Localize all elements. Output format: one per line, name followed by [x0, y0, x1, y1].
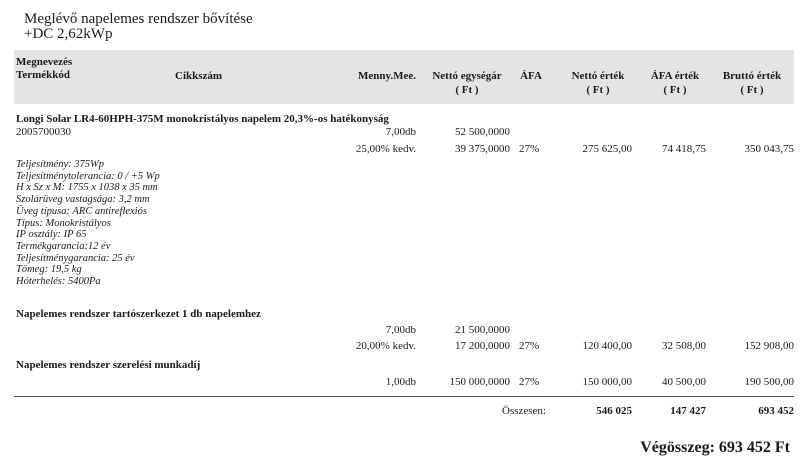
- item-name: Napelemes rendszer tartószerkezet 1 db napelemhez: [16, 308, 261, 320]
- item-unit-price: 150 000,0000: [449, 376, 510, 388]
- header-afa-ertek-unit: ( Ft ): [663, 84, 687, 96]
- item-unit-price: 52 500,0000: [455, 126, 510, 138]
- header-netto-egysegar: Nettó egységár: [432, 70, 502, 82]
- spec-line: Teljesítmény: 375Wp: [16, 159, 104, 170]
- document-title: Meglévő napelemes rendszer bővítése: [24, 11, 253, 27]
- header-afa-ertek: ÁFA érték: [650, 70, 700, 82]
- header-netto-ertek: Nettó érték: [571, 70, 625, 82]
- header-menny: Menny.Mee.: [357, 70, 416, 82]
- header-brutto-ertek-unit: ( Ft ): [740, 84, 764, 96]
- item-gross-value: 152 908,00: [744, 340, 794, 352]
- item-discounted-price: 39 375,0000: [455, 143, 510, 155]
- spec-line: Termékgarancia:12 év: [16, 241, 111, 252]
- item-discount: 25,00% kedv.: [355, 143, 416, 155]
- item-vat-value: 40 500,00: [662, 376, 706, 388]
- item-vat-rate: 27%: [519, 143, 540, 155]
- item-vat-rate: 27%: [519, 340, 540, 352]
- item-code: 2005700030: [16, 126, 71, 138]
- header-termekkod: Termékkód: [16, 69, 70, 81]
- divider: [14, 396, 794, 397]
- spec-line: Szolárüveg vastagsága: 3,2 mm: [16, 194, 150, 205]
- header-brutto-ertek: Bruttó érték: [722, 70, 782, 82]
- item-vat-rate: 27%: [519, 376, 540, 388]
- item-vat-value: 74 418,75: [662, 143, 706, 155]
- item-qty: 1,00db: [385, 376, 416, 388]
- header-megnevezes: Megnevezés: [16, 56, 73, 68]
- header-netto-egysegar-unit: ( Ft ): [455, 84, 479, 96]
- spec-line: H x Sz x M: 1755 x 1038 x 35 mm: [16, 182, 158, 193]
- spec-line: Tömeg: 19,5 kg: [16, 264, 82, 275]
- header-afa: ÁFA: [520, 70, 542, 82]
- item-unit-price: 21 500,0000: [455, 324, 510, 336]
- summary-label: Összesen:: [502, 405, 546, 417]
- item-net-value: 120 400,00: [582, 340, 632, 352]
- header-cikkszam: Cikkszám: [175, 70, 223, 82]
- item-gross-value: 350 043,75: [744, 143, 794, 155]
- summary-gross: 693 452: [758, 405, 794, 417]
- summary-vat: 147 427: [670, 405, 706, 417]
- item-name: Longi Solar LR4-60HPH-375M monokristályos napelem 20,3%-os hatékonyság: [16, 113, 389, 125]
- document-subtitle: +DC 2,62kWp: [24, 26, 113, 42]
- item-net-value: 275 625,00: [582, 143, 632, 155]
- grand-total: Végösszeg: 693 452 Ft: [640, 439, 790, 456]
- item-gross-value: 190 500,00: [744, 376, 794, 388]
- item-name: Napelemes rendszer szerelési munkadíj: [16, 359, 201, 371]
- spec-line: Teljesítménytolerancia: 0 / +5 Wp: [16, 171, 160, 182]
- header-netto-ertek-unit: ( Ft ): [586, 84, 610, 96]
- spec-line: Üveg típusa: ARC antireflexiós: [16, 206, 147, 217]
- item-qty: 7,00db: [385, 324, 416, 336]
- item-discounted-price: 17 200,0000: [455, 340, 510, 352]
- summary-net: 546 025: [596, 405, 632, 417]
- spec-line: IP osztály: IP 65: [16, 229, 87, 240]
- item-net-value: 150 000,00: [582, 376, 632, 388]
- spec-line: Típus: Monokristályos: [16, 218, 111, 229]
- item-qty: 7,00db: [385, 126, 416, 138]
- item-vat-value: 32 508,00: [662, 340, 706, 352]
- spec-line: Hóterhelés: 5400Pa: [16, 276, 101, 287]
- spec-line: Teljesítménygarancia: 25 év: [16, 253, 135, 264]
- item-discount: 20,00% kedv.: [355, 340, 416, 352]
